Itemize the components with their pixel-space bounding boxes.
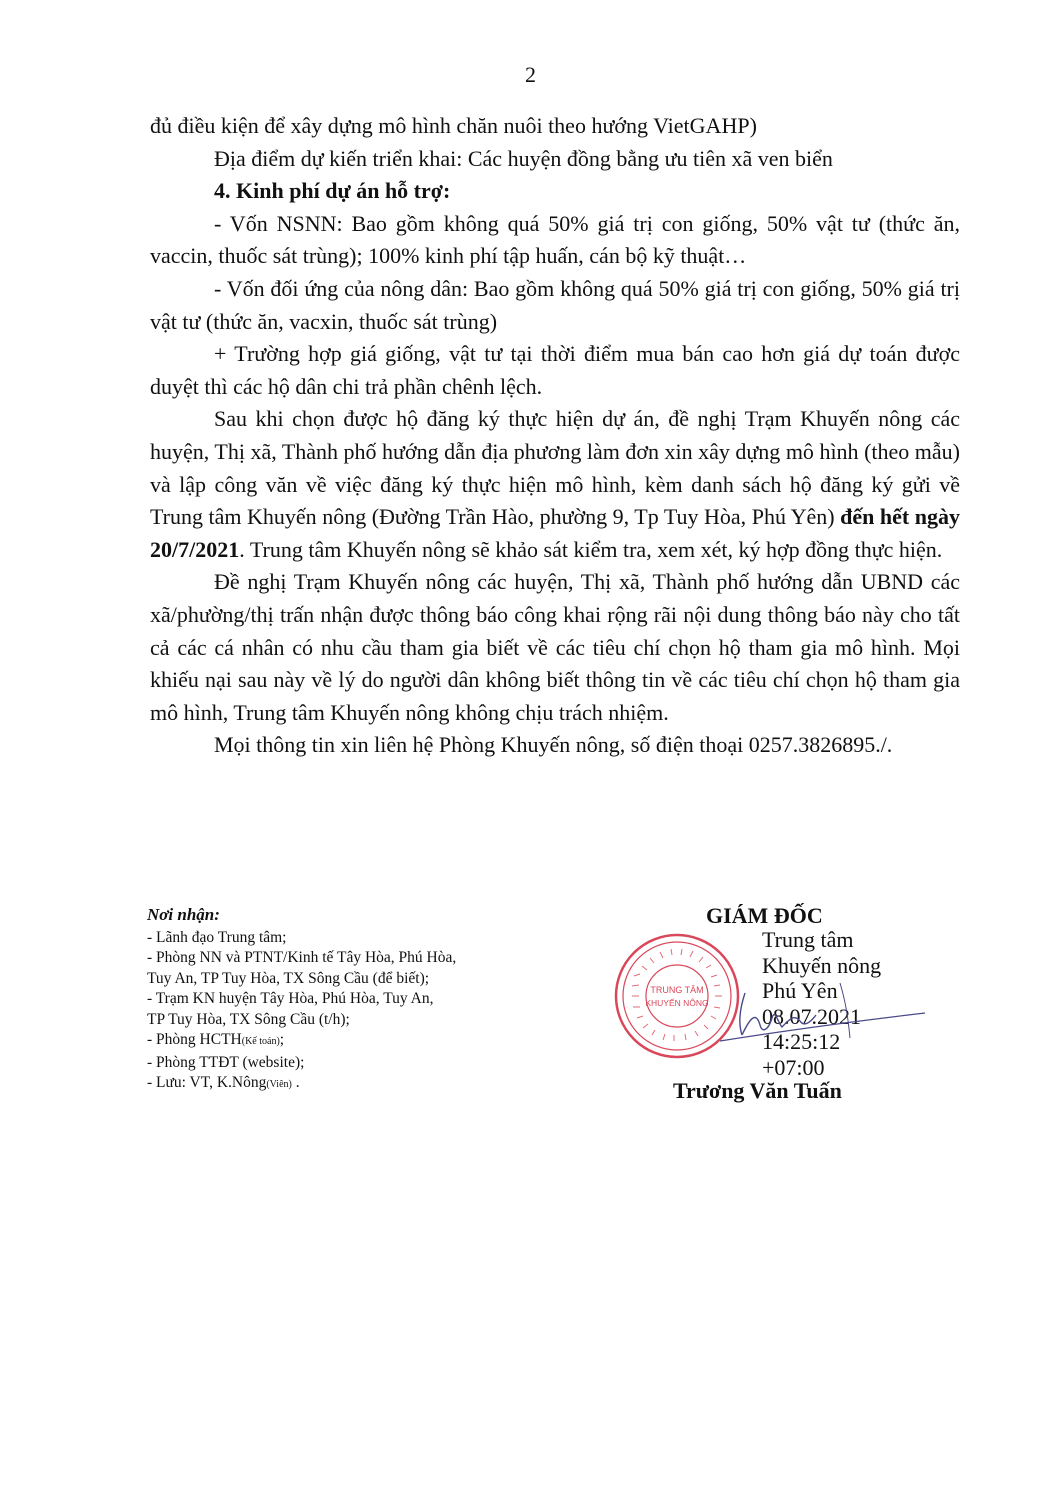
paragraph-registration bbox=[150, 403, 960, 566]
page-number: 2 bbox=[525, 62, 536, 87]
paragraph-contact: Mọi thông tin xin liên hệ Phòng Khuyến nông, số điện thoại 0257.3826895./. bbox=[214, 732, 893, 758]
recipient-item: - Lãnh đạo Trung tâm; bbox=[147, 928, 287, 946]
recipient-archive-note: (Viên) bbox=[266, 1079, 292, 1090]
signer-position: GIÁM ĐỐC bbox=[706, 903, 823, 928]
recipient-hcth-end: ; bbox=[279, 1031, 285, 1048]
recipient-hcth-note: (Kế toán) bbox=[241, 1036, 280, 1047]
digital-sig-line: Trung tâm bbox=[762, 927, 854, 952]
seal-text-top: TRUNG TÂM bbox=[650, 985, 704, 995]
signer-name: Trương Văn Tuấn bbox=[673, 1078, 842, 1103]
paragraph-price-difference: + Trường hợp giá giống, vật tư tại thời điểm mua bán cao hơn giá dự toán được duyệt thì các hộ dân chi trả phần chênh lệch. bbox=[150, 341, 960, 399]
recipient-hcth-text: - Phòng HCTH bbox=[147, 1031, 242, 1048]
signature-block bbox=[600, 903, 960, 1113]
paragraph-farmer-contribution: - Vốn đối ứng của nông dân: Bao gồm không quá 50% giá trị con giống, 50% giá trị vật tư (thức ăn, vacxin, thuốc sát trùng) bbox=[150, 275, 960, 334]
recipient-archive-text: - Lưu: VT, K.Nông bbox=[147, 1074, 267, 1091]
registration-deadline: đến hết ngày 20/7/2021 bbox=[150, 504, 960, 562]
paragraph-criteria-end: đủ điều kiện để xây dựng mô hình chăn nuôi theo hướng VietGAHP) bbox=[150, 113, 757, 138]
document-body bbox=[150, 110, 960, 762]
digital-sig-line: Phú Yên bbox=[762, 978, 838, 1003]
recipients-block bbox=[147, 905, 567, 1096]
digital-sig-line: 14:25:12 bbox=[762, 1029, 841, 1054]
registration-text: Sau khi chọn được hộ đăng ký thực hiện dự án, đề nghị Trạm Khuyến nông các huyện, Thị xã, Thành phố hướng dẫn địa phương làm đơn xin xây dựng mô hình (theo mẫu) và lập công văn về việc đăng ký thực hiện mô hình, kèm danh sách hộ đăng ký gửi về Trung tâm Khuyến nông (Đường Trần Hào, phường 9, Tp Tuy Hòa, Phú Yên) bbox=[150, 406, 960, 530]
handwritten-signature-icon bbox=[690, 963, 930, 1053]
paragraph-location: Địa điểm dự kiến triển khai: Các huyện đồng bằng ưu tiên xã ven biển bbox=[214, 145, 833, 171]
recipients-title: Nơi nhận: bbox=[147, 905, 220, 924]
recipient-item-archive bbox=[147, 1073, 567, 1096]
digital-sig-line: Khuyến nông bbox=[762, 952, 882, 978]
recipient-item-ttdt: - Phòng TTĐT (website); bbox=[147, 1053, 305, 1071]
registration-text-end: . Trung tâm Khuyến nông sẽ khảo sát kiểm tra, xem xét, ký hợp đồng thực hiện. bbox=[239, 536, 943, 562]
digital-sig-line: 08.07.2021 bbox=[762, 1003, 861, 1029]
recipient-item: TP Tuy Hòa, TX Sông Cầu (t/h); bbox=[147, 1010, 350, 1028]
section-heading-funding: 4. Kinh phí dự án hỗ trợ: bbox=[214, 178, 451, 204]
recipient-archive-end: . bbox=[291, 1074, 300, 1091]
recipient-item: Tuy An, TP Tuy Hòa, TX Sông Cầu (để biết); bbox=[147, 969, 430, 987]
recipient-item: - Phòng NN và PTNT/Kinh tế Tây Hòa, Phú Hòa, bbox=[147, 949, 457, 966]
recipient-item: - Trạm KN huyện Tây Hòa, Phú Hòa, Tuy An, bbox=[147, 990, 434, 1007]
digital-sig-line: +07:00 bbox=[762, 1054, 825, 1080]
seal-text-bottom: KHUYẾN NÔNG bbox=[645, 998, 709, 1008]
paragraph-state-budget: - Vốn NSNN: Bao gồm không quá 50% giá trị con giống, 50% vật tư (thức ăn, vaccin, thuốc sát trùng); 100% kinh phí tập huấn, cán bộ kỹ thuật… bbox=[150, 210, 960, 269]
paragraph-announcement: Đề nghị Trạm Khuyến nông các huyện, Thị xã, Thành phố hướng dẫn UBND các xã/phường/thị trấn nhận được thông báo công khai rộng rãi nội dung thông báo này cho tất cả các cá nhân có nhu cầu tham gia biết về các tiêu chí chọn hộ tham gia mô hình. Mọi khiếu nại sau này về lý do người dân không biết thông tin về các tiêu chí chọn hộ tham gia mô hình, Trung tâm Khuyến nông không chịu trách nhiệm. bbox=[150, 569, 960, 725]
recipient-item-hcth bbox=[147, 1030, 567, 1053]
